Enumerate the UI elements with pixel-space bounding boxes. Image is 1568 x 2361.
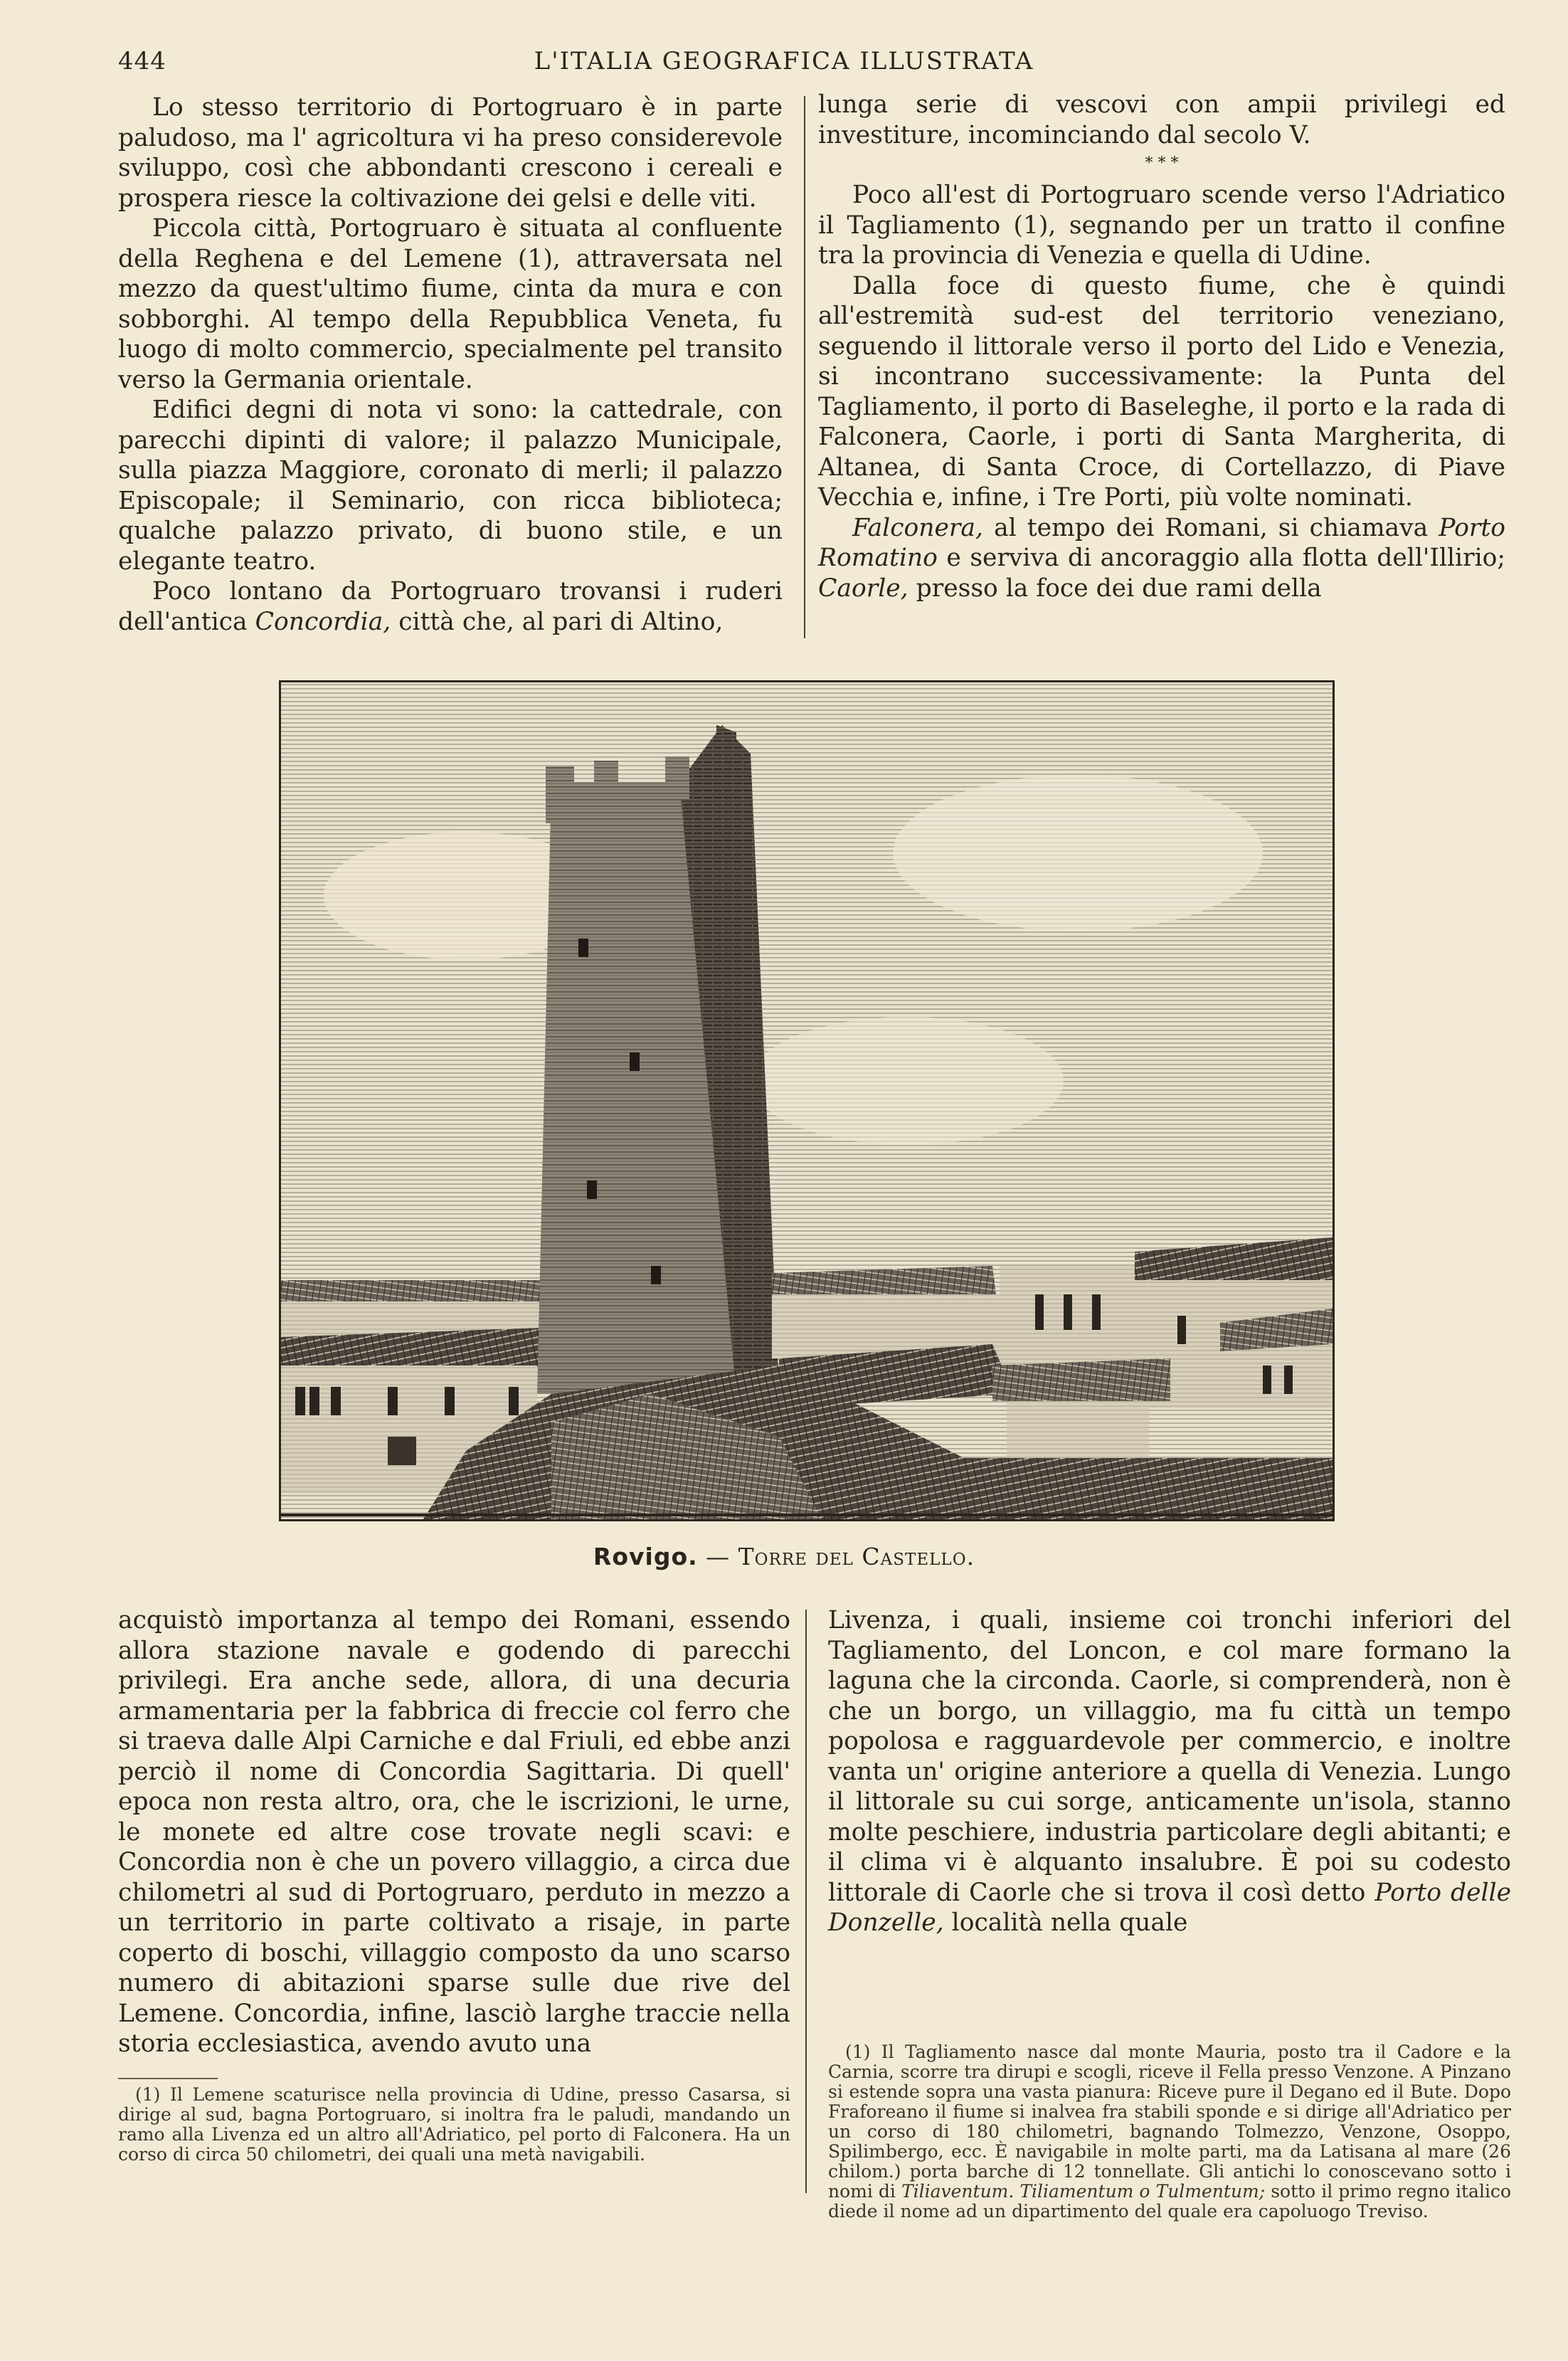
lower-left-column [118, 1605, 790, 2059]
section-stars: * * * [1145, 154, 1179, 172]
lower-right-column [828, 1605, 1511, 1938]
caption-title: Torre del Castello. [738, 1543, 975, 1570]
footnote-left: (1) Il Lemene scaturisce nella provincia di Udine, presso Casarsa, si dirige al sud, bagna Portogruaro, si inoltra fra le paludi, mandando un ramo alla Livenza ed un altro all'Adriatico, pel porto di Falconera. Ha un corso di circa 50 chilometri, dei quali una metà navigabili. [118, 2084, 790, 2165]
paragraph: Edifici degni di nota vi sono: la cattedrale, con parecchi dipinti di valore; il palazzo Municipale, sulla piazza Maggiore, coronato di merli; il palazzo Episcopale; il Seminario, con ricca biblioteca; qualche palazzo privato, di buono stile, e un elegante teatro. [118, 396, 783, 576]
paragraph: Lo stesso territorio di Portogruaro è in parte paludoso, ma l' agricoltura vi ha preso considerevole sviluppo, così che abbondanti crescono i cereali e prospera riesce la coltivazione dei gelsi e delle viti. [118, 93, 783, 213]
paragraph: lunga serie di vescovi con ampii privilegi ed investiture, incominciando dal secolo V. [818, 90, 1505, 149]
column-rule [805, 1610, 807, 2193]
tower-engraving [279, 680, 1335, 1521]
paragraph: Falconera, al tempo dei Romani, si chiamava Porto Romatino e serviva di ancoraggio alla flotta dell'Illirio; Caorle, presso la foce dei due rami della [818, 513, 1505, 603]
paragraph: Livenza, i quali, insieme coi tronchi inferiori del Tagliamento, del Loncon, e col mare formano la laguna che la circonda. Caorle, si comprenderà, non è che un borgo, un villaggio, ma fu città un tempo popolosa e ragguardevole per commercio, e inoltre vanta un' origine anteriore a quella di Venezia. Lungo il littorale su cui sorge, anticamente un'isola, stanno molte peschiere, industria particolare degli abitanti; e il clima vi è alquanto insalubre. È poi su codesto littorale di Caorle che si trova il così detto Porto delle Donzelle, località nella quale [828, 1606, 1512, 1937]
footnote-rule [118, 2078, 218, 2079]
paragraph: Piccola città, Portogruaro è situata al confluente della Reghena e del Lemene (1), attraversata nel mezzo da quest'ultimo fiume, cinta da mura e con sobborghi. Al tempo della Repubblica Veneta, fu luogo di molto commercio, specialmente pel transito verso la Germania orientale. [118, 214, 783, 394]
running-head [0, 47, 1568, 83]
journal-title: L'ITALIA GEOGRAFICA ILLUSTRATA [534, 47, 1034, 75]
paragraph: Poco lontano da Portogruaro trovansi i ruderi dell'antica Concordia, città che, al pari di Altino, [118, 577, 783, 636]
figure-caption: Rovigo. — Torre del Castello. [593, 1543, 975, 1570]
caption-place: Rovigo. [593, 1543, 698, 1570]
upper-right-column [818, 90, 1505, 603]
footnote-right: (1) Il Tagliamento nasce dal monte Mauria, posto tra il Cadore e la Carnia, scorre tra dirupi e scogli, riceve il Fella presso Venzone. A Pinzano si estende sopra una vasta pianura: Riceve pure il Degano ed il Bute. Dopo Fraforeano il fiume si inalvea fra stabili sponde e si dirige all'Adriatico per un corso di 180 chilometri, bagnando Tolmezzo, Venzone, Osoppo, Spilimbergo, ecc. È navigabile in molte parti, ma da Latisana al mare (26 chilom.) porta barche di 12 tonnellate. Gli antichi lo conoscevano sotto i nomi di Tiliaventum. Tiliamentum o Tulmentum; sotto il primo regno italico diede il nome ad un dipartimento del quale era capoluogo Treviso. [828, 2042, 1511, 2222]
paragraph: Dalla foce di questo fiume, che è quindi all'estremità sud-est del territorio veneziano, seguendo il littorale verso il porto del Lido e Venezia, si incontrano successivamente: la Punta del Tagliamento, il porto di Baseleghe, il porto e la rada di Falconera, Caorle, i porti di Santa Margherita, di Altanea, di Santa Croce, di Cortellazzo, di Piave Vecchia e, infine, i Tre Porti, più volte nominati. [818, 271, 1505, 512]
column-rule [804, 96, 805, 638]
upper-left-column [118, 93, 783, 637]
page-number: 444 [118, 47, 166, 75]
paragraph: Poco all'est di Portogruaro scende verso l'Adriatico il Tagliamento (1), segnando per un tratto il confine tra la provincia di Venezia e quella di Udine. [818, 181, 1505, 270]
paragraph: acquistò importanza al tempo dei Romani, essendo allora stazione navale e godendo di parecchi privilegi. Era anche sede, allora, di una decuria armamentaria per la fabbrica di freccie col ferro che si traeva dalle Alpi Carniche e dal Friuli, ed ebbe anzi perciò il nome di Concordia Sagittaria. Di quell' epoca non resta altro, ora, che le iscrizioni, le urne, le monete ed altre cose trovate negli scavi: e Concordia non è che un povero villaggio, a circa due chilometri al sud di Portogruaro, perduto in mezzo a un territorio in parte coltivato a risaje, in parte coperto di boschi, villaggio composto da uno scarso numero di abitazioni sparse sulle due rive del Lemene. Concordia, infine, lasciò larghe traccie nella storia ecclesiastica, avendo avuto una [118, 1606, 790, 2058]
